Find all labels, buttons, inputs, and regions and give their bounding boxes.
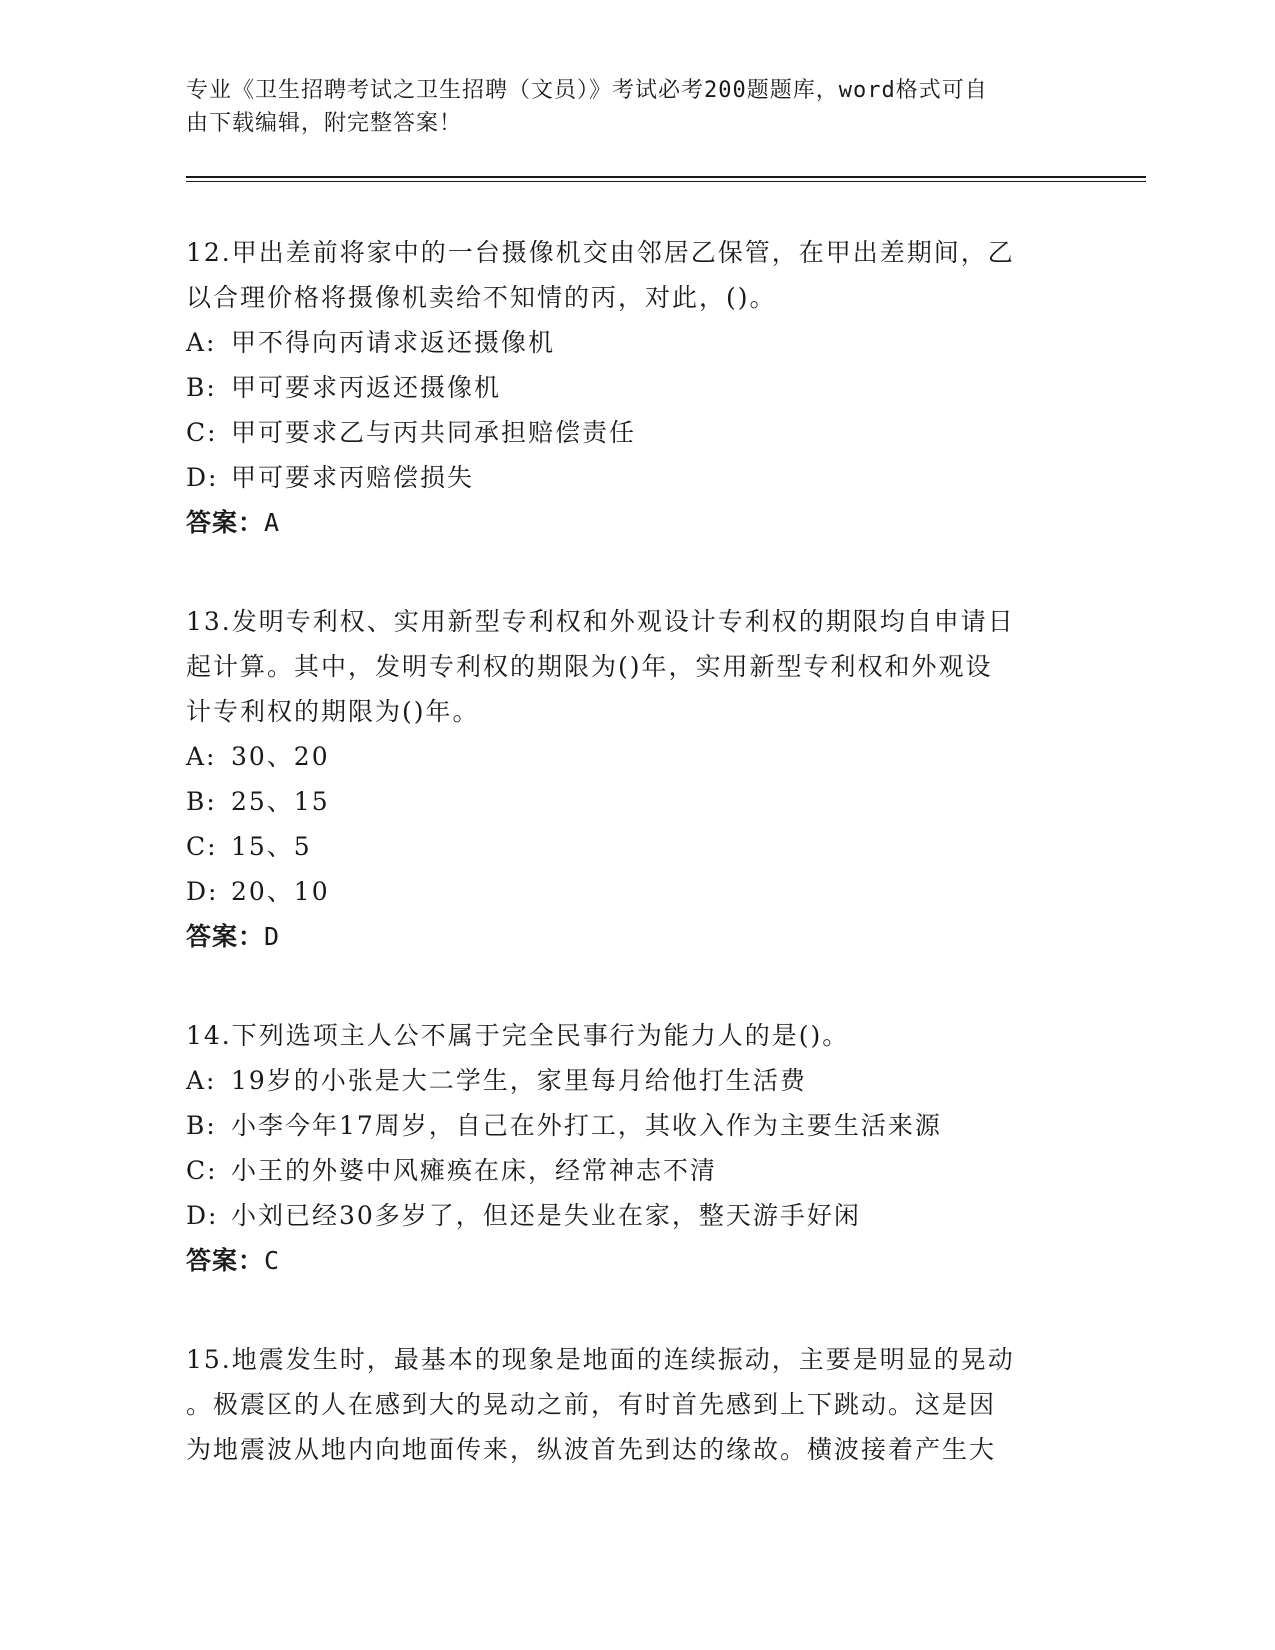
option-a — [186, 1058, 1076, 1103]
answer-value: C — [264, 1246, 281, 1275]
option-text: 19岁的小张是大二学生，家里每月给他打生活费 — [231, 1066, 807, 1095]
option-a — [186, 734, 1076, 779]
option-b — [186, 365, 1076, 410]
question-stem-line: 计专利权的期限为()年。 — [186, 697, 480, 726]
option-text: 甲可要求丙赔偿损失 — [231, 463, 475, 492]
option-text: 甲可要求乙与丙共同承担赔偿责任 — [231, 418, 637, 447]
question-stem-line: 13.发明专利权、实用新型专利权和外观设计专利权的期限均自申请日 — [186, 607, 1015, 636]
answer-value: D — [264, 922, 281, 951]
header-line-1: 专业《卫生招聘考试之卫生招聘（文员）》考试必考200题题库，word格式可自 — [186, 78, 988, 103]
option-d — [186, 869, 1076, 914]
question-15 — [186, 1337, 1076, 1472]
header-divider-thin — [186, 181, 1146, 182]
option-letter: A: — [186, 742, 217, 771]
question-list — [186, 230, 1076, 1526]
option-letter: A: — [186, 328, 217, 357]
option-letter: C: — [186, 1156, 218, 1185]
question-13 — [186, 599, 1076, 959]
question-stem-line: 起计算。其中，发明专利权的期限为()年，实用新型专利权和外观设 — [186, 652, 993, 681]
option-b — [186, 1103, 1076, 1148]
option-text: 15、5 — [231, 832, 312, 861]
answer-label: 答案： — [186, 1246, 265, 1275]
option-letter: D: — [186, 463, 219, 492]
option-text: 甲可要求丙返还摄像机 — [231, 373, 502, 402]
option-letter: C: — [186, 832, 218, 861]
option-c — [186, 410, 1076, 455]
answer-line — [186, 500, 1076, 545]
answer-label: 答案： — [186, 922, 265, 951]
option-text: 甲不得向丙请求返还摄像机 — [231, 328, 556, 357]
option-letter: B: — [186, 1111, 217, 1140]
answer-label: 答案： — [186, 508, 265, 537]
option-a — [186, 320, 1076, 365]
question-14 — [186, 1013, 1076, 1283]
document-header — [186, 74, 1066, 140]
option-text: 小王的外婆中风瘫痪在床，经常神志不清 — [231, 1156, 718, 1185]
question-stem-line: 15.地震发生时，最基本的现象是地面的连续振动，主要是明显的晃动 — [186, 1345, 1015, 1374]
option-letter: B: — [186, 787, 217, 816]
header-line-2: 由下载编辑，附完整答案！ — [186, 111, 463, 136]
option-d — [186, 1193, 1076, 1238]
answer-line — [186, 1238, 1076, 1283]
option-letter: A: — [186, 1066, 217, 1095]
option-d — [186, 455, 1076, 500]
option-c — [186, 1148, 1076, 1193]
question-stem-line: 。极震区的人在感到大的晃动之前，有时首先感到上下跳动。这是因 — [186, 1390, 997, 1419]
question-stem-line: 以合理价格将摄像机卖给不知情的丙，对此，()。 — [186, 283, 777, 312]
option-b — [186, 779, 1076, 824]
answer-value: A — [264, 508, 281, 537]
option-text: 30、20 — [231, 742, 330, 771]
option-letter: D: — [186, 1201, 219, 1230]
option-c — [186, 824, 1076, 869]
question-12 — [186, 230, 1076, 545]
option-text: 小李今年17周岁，自己在外打工，其收入作为主要生活来源 — [231, 1111, 942, 1140]
option-text: 小刘已经30多岁了，但还是失业在家，整天游手好闲 — [231, 1201, 861, 1230]
question-stem-line: 14.下列选项主人公不属于完全民事行为能力人的是()。 — [186, 1021, 850, 1050]
option-text: 20、10 — [231, 877, 330, 906]
option-letter: D: — [186, 877, 219, 906]
header-divider-thick — [186, 176, 1146, 178]
question-stem-line: 12.甲出差前将家中的一台摄像机交由邻居乙保管，在甲出差期间，乙 — [186, 238, 1015, 267]
option-text: 25、15 — [231, 787, 330, 816]
question-stem-line: 为地震波从地内向地面传来，纵波首先到达的缘故。横波接着产生大 — [186, 1435, 997, 1464]
option-letter: C: — [186, 418, 218, 447]
answer-line — [186, 914, 1076, 959]
option-letter: B: — [186, 373, 217, 402]
